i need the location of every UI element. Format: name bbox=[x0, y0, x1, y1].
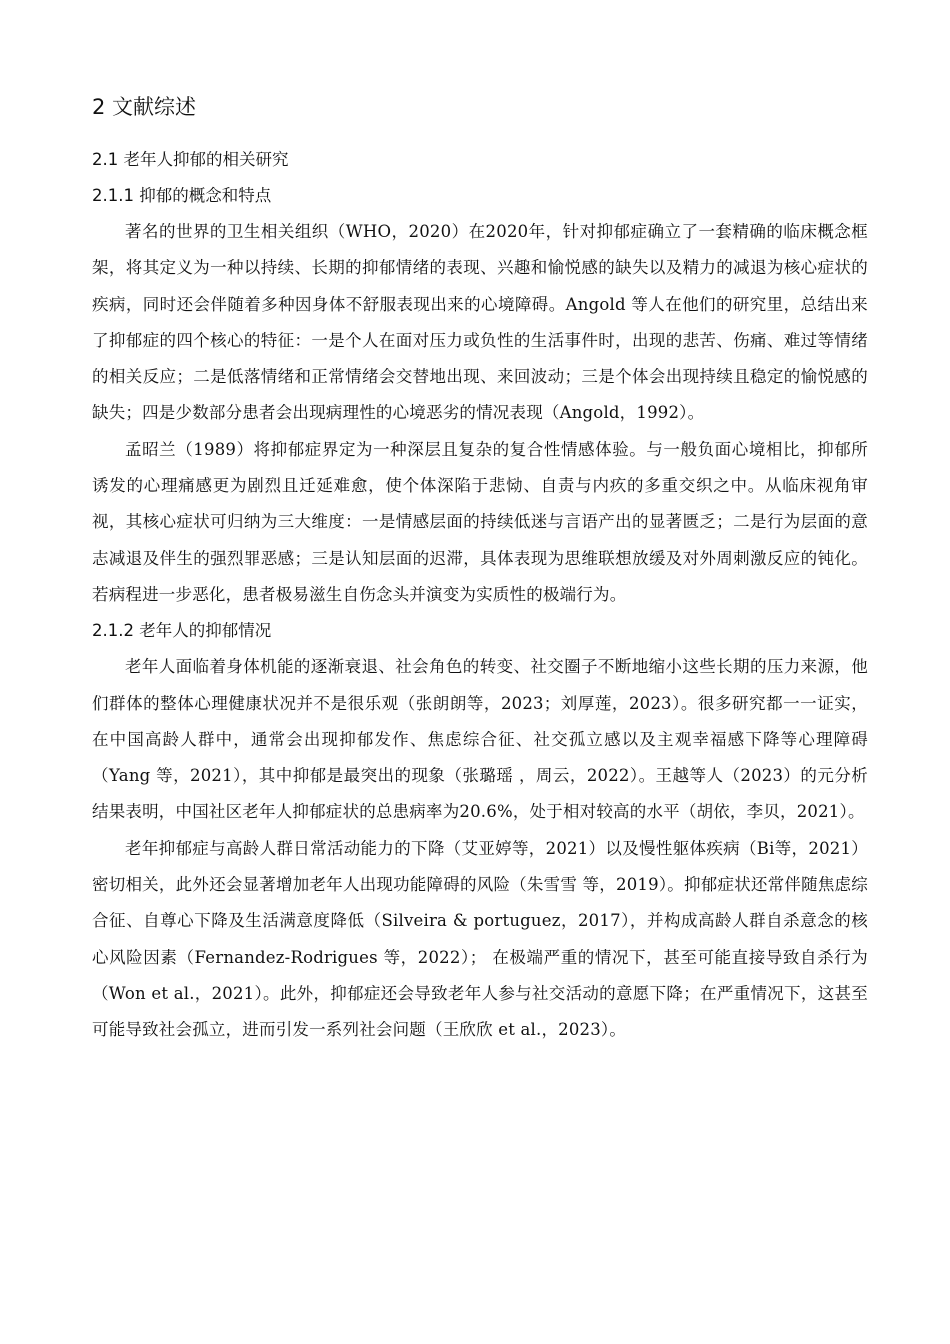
section-heading-2-1-1: 2.1.1 抑郁的概念和特点 bbox=[92, 186, 272, 205]
section-heading-2-1: 2.1 老年人抑郁的相关研究 bbox=[92, 150, 289, 169]
paragraph-meng-zhaolan: 孟昭兰（1989）将抑郁症界定为一种深层且复杂的复合性情感体验。与一般负面心境相比，抑郁所诱发的心理痛感更为剧烈且迁延难愈，使个体深陷于悲恸、自责与内疚的多重交织之中。从临床视角审视，其核心症状可归纳为三大维度：一是情感层面的持续低迷与言语产出的显著匮乏；二是行为层面的意志减退及伴生的强烈罪恶感；三是认知层面的迟滞，具体表现为思维联想放缓及对外周刺激反应的钝化。若病程进一步恶化，患者极易滋生自伤念头并演变为实质性的极端行为。 bbox=[92, 439, 868, 604]
paragraph-elderly-depression-status: 老年人面临着身体机能的逐渐衰退、社会角色的转变、社交圈子不断地缩小这些长期的压力来源，他们群体的整体心理健康状况并不是很乐观（张朗朗等，2023；刘厚莲，2023）。很多研究都一一证实，在中国高龄人群中，通常会出现抑郁发作、焦虑综合征、社交孤立感以及主观幸福感下降等心理障碍（Yang 等，2021），其中抑郁是最突出的现象（张璐瑶 ，周云，2022）。王越等人（2023）的元分析结果表明，中国社区老年人抑郁症状的总患病率为20.6%，处于相对较高的水平（胡依，李贝，2021）。 bbox=[92, 657, 868, 822]
section-heading-2-1-2: 2.1.2 老年人的抑郁情况 bbox=[92, 621, 272, 641]
document-page bbox=[92, 92, 868, 1049]
paragraph-depression-definition: 著名的世界的卫生相关组织（WHO，2020）在2020年，针对抑郁症确立了一套精确的临床概念框架，将其定义为一种以持续、长期的抑郁情绪的表现、兴趣和愉悦感的缺失以及精力的减退为核心症状的疾病，同时还会伴随着多种因身体不舒服表现出来的心境障碍。Angold 等人在他们的研究里，总结出来了抑郁症的四个核心的特征：一是个人在面对压力或负性的生活事件时，出现的悲苦、伤痛、难过等情绪的相关反应；二是低落情绪和正常情绪会交替地出现、来回波动；三是个体会出现持续且稳定的愉悦感的缺失；四是少数部分患者会出现病理性的心境恶劣的情况表现（Angold，1992）。 bbox=[92, 222, 868, 423]
paragraph-elderly-depression-risks: 老年抑郁症与高龄人群日常活动能力的下降（艾亚婷等，2021）以及慢性躯体疾病（Bi等，2021）密切相关，此外还会显著增加老年人出现功能障碍的风险（朱雪雪 等，2019）。抑郁症状还常伴随焦虑综合征、自尊心下降及生活满意度降低（Silveira & portuguez，2017），并构成高龄人群自杀意念的核心风险因素（Fernandez-Rodrigues 等，2022）； 在极端严重的情况下，甚至可能直接导致自杀行为（Won et al.，2021）。此外，抑郁症还会导致老年人参与社交活动的意愿下降；在严重情况下，这甚至可能导致社会孤立，进而引发一系列社会问题（王欣欣 et al.，2023）。 bbox=[92, 838, 868, 1040]
chapter-title: 2 文献综述 bbox=[92, 95, 197, 119]
